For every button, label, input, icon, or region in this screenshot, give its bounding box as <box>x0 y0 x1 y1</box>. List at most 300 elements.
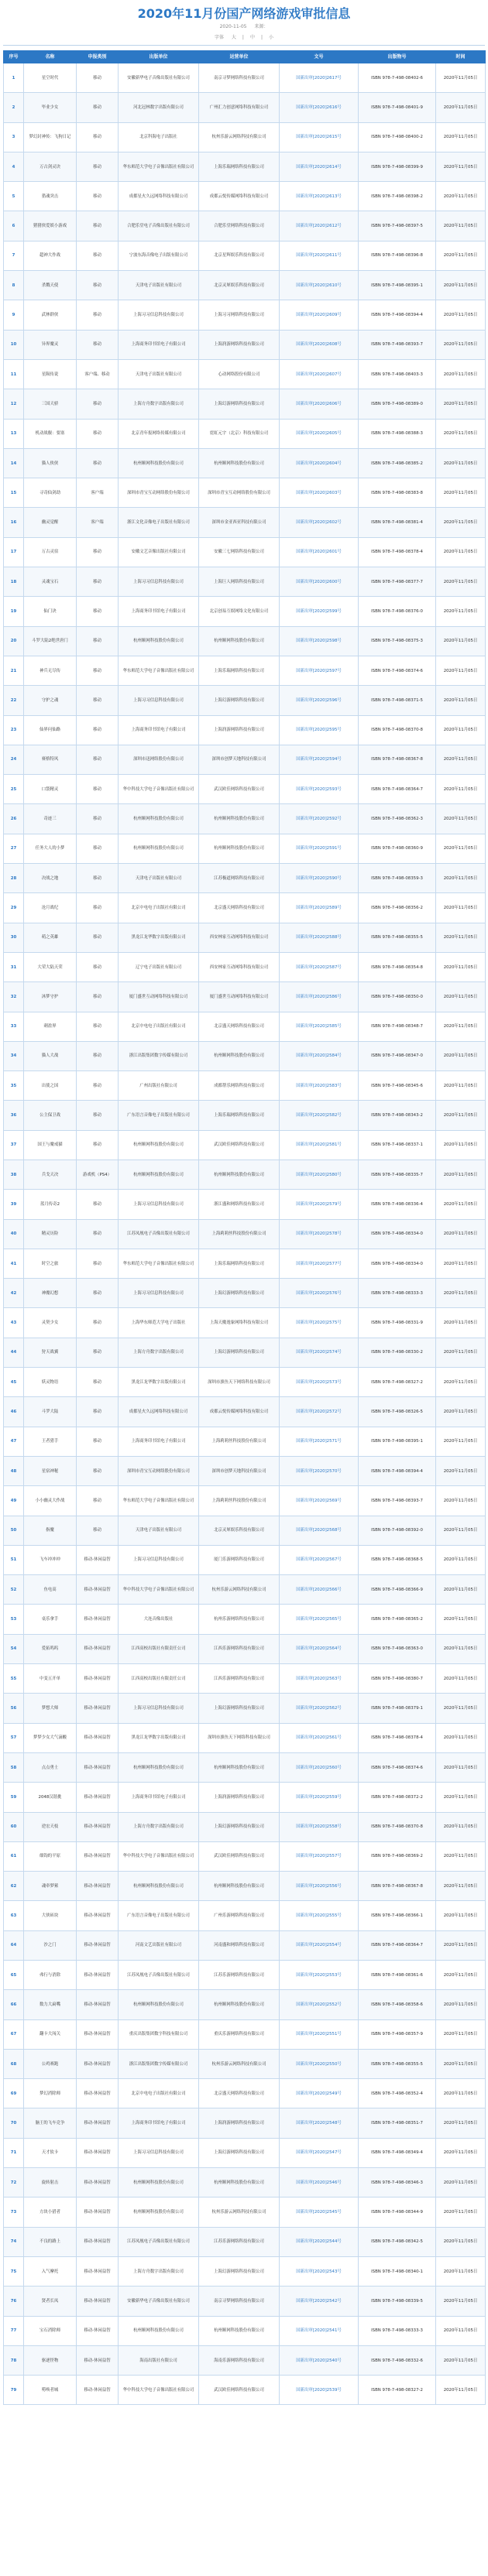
isbn: ISBN 978-7-498-08362-3 <box>359 804 436 834</box>
approval-number[interactable]: 国新出审[2020]2610号 <box>280 271 359 300</box>
operator: 北京创易互娱网络文化有限公司 <box>199 597 280 626</box>
approval-number[interactable]: 国新出审[2020]2567号 <box>280 1545 359 1574</box>
approval-number[interactable]: 国新出审[2020]2543号 <box>280 2256 359 2286</box>
publisher: 上海商务印书馆电子有限公司 <box>119 715 199 745</box>
font-size-switcher: 字体 大 | 中 | 小 <box>214 35 274 40</box>
isbn: ISBN 978-7-498-08396-8 <box>359 241 436 270</box>
table-row <box>4 1694 486 1723</box>
operator: 深圳市创梦天地科技有限公司 <box>199 745 280 774</box>
approval-number[interactable]: 国新出审[2020]2581号 <box>280 1130 359 1160</box>
category: 移动 <box>77 63 119 93</box>
isbn: ISBN 978-7-498-08367-8 <box>359 745 436 774</box>
category: 移动-休闲益智 <box>77 2079 119 2108</box>
approval-number[interactable]: 国新出审[2020]2544号 <box>280 2227 359 2256</box>
isbn: ISBN 978-7-498-08344-9 <box>359 2197 436 2227</box>
row-index: 40 <box>4 1219 24 1249</box>
table-row <box>4 1872 486 1901</box>
approval-date: 2020年11月05日 <box>436 1456 486 1485</box>
approval-number[interactable]: 国新出审[2020]2604号 <box>280 448 359 478</box>
approval-date: 2020年11月05日 <box>436 1812 486 1841</box>
game-name: 数力大扁嘴 <box>24 1990 77 2019</box>
row-index: 31 <box>4 952 24 981</box>
approval-number[interactable]: 国新出审[2020]2550号 <box>280 2049 359 2078</box>
publisher: 杭州顺网科技股份有限公司 <box>119 1160 199 1189</box>
table-row <box>4 1071 486 1101</box>
approval-number[interactable]: 国新出审[2020]2598号 <box>280 626 359 656</box>
table-row <box>4 330 486 359</box>
operator: 上海润游网络科技有限公司 <box>199 2108 280 2138</box>
approval-number[interactable]: 国新出审[2020]2617号 <box>280 63 359 93</box>
isbn: ISBN 978-7-498-08355-5 <box>359 2049 436 2078</box>
operator: 南京寻梦网络科技有限公司 <box>199 2287 280 2316</box>
table-row <box>4 1368 486 1397</box>
approval-number[interactable]: 国新出审[2020]2555号 <box>280 1901 359 1930</box>
approval-number[interactable]: 国新出审[2020]2613号 <box>280 182 359 211</box>
approval-date: 2020年11月05日 <box>436 1338 486 1367</box>
game-name: 方块小猎者 <box>24 2197 77 2227</box>
table-row <box>4 1486 486 1516</box>
publisher: 天津电子出版社有限公司 <box>119 1516 199 1545</box>
approval-number[interactable]: 国新出审[2020]2560号 <box>280 1752 359 1782</box>
approval-number[interactable]: 国新出审[2020]2616号 <box>280 93 359 122</box>
operator: 成都云悦传媒网络科技有限公司 <box>199 1397 280 1427</box>
approval-number[interactable]: 国新出审[2020]2558号 <box>280 1812 359 1841</box>
category: 移动-休闲益智 <box>77 2316 119 2345</box>
category: 移动-休闲益智 <box>77 1575 119 1605</box>
approval-number[interactable]: 国新出审[2020]2575号 <box>280 1308 359 1338</box>
game-name: 三国天骄 <box>24 389 77 419</box>
approval-number[interactable]: 国新出审[2020]2577号 <box>280 1249 359 1278</box>
table-row <box>4 1575 486 1605</box>
row-index: 25 <box>4 775 24 804</box>
approval-number[interactable]: 国新出审[2020]2590号 <box>280 864 359 893</box>
isbn: ISBN 978-7-498-08364-7 <box>359 775 436 804</box>
table-row <box>4 1930 486 1960</box>
row-index: 71 <box>4 2138 24 2167</box>
approval-date: 2020年11月05日 <box>436 419 486 448</box>
game-name: 萌之英雄 <box>24 923 77 952</box>
operator: 上海乐瑞网络科技有限公司 <box>199 152 280 181</box>
approval-date: 2020年11月05日 <box>436 1694 486 1723</box>
table-row <box>4 2049 486 2078</box>
publisher: 上海商务印书馆电子有限公司 <box>119 2108 199 2138</box>
category: 移动-休闲益智 <box>77 1723 119 1752</box>
publisher: 上海方舟数字出版有限公司 <box>119 389 199 419</box>
category: 移动 <box>77 1279 119 1308</box>
row-index: 63 <box>4 1901 24 1930</box>
table-row <box>4 1012 486 1041</box>
operator: 深圳市金亚西亚科技有限公司 <box>199 508 280 537</box>
category: 移动 <box>77 1308 119 1338</box>
isbn: ISBN 978-7-498-08376-0 <box>359 597 436 626</box>
approval-number[interactable]: 国新出审[2020]2601号 <box>280 537 359 567</box>
game-name: 小小幽灵大作战 <box>24 1486 77 1516</box>
game-name: 爱拓呜呜 <box>24 1634 77 1663</box>
row-index: 44 <box>4 1338 24 1367</box>
approval-date: 2020年11月05日 <box>436 2019 486 2049</box>
approval-date: 2020年11月05日 <box>436 1990 486 2019</box>
approval-number[interactable]: 国新出审[2020]2545号 <box>280 2197 359 2227</box>
approval-number[interactable]: 国新出审[2020]2603号 <box>280 478 359 508</box>
publisher: 上海习习信息科技有限公司 <box>119 2138 199 2167</box>
row-index: 41 <box>4 1249 24 1278</box>
col-publisher-header: 出版单位 <box>119 51 199 63</box>
approval-number[interactable]: 国新出审[2020]2546号 <box>280 2168 359 2197</box>
approval-number[interactable]: 国新出审[2020]2542号 <box>280 2287 359 2316</box>
approval-date: 2020年11月05日 <box>436 923 486 952</box>
table-row <box>4 1664 486 1694</box>
row-index: 6 <box>4 211 24 241</box>
isbn: ISBN 978-7-498-08347-0 <box>359 1041 436 1070</box>
publisher: 浙江出版集团数字传媒有限公司 <box>119 2049 199 2078</box>
approval-number[interactable]: 国新出审[2020]2541号 <box>280 2316 359 2345</box>
approval-number[interactable]: 国新出审[2020]2557号 <box>280 1841 359 1871</box>
category: 移动 <box>77 241 119 270</box>
approval-number[interactable]: 国新出审[2020]2596号 <box>280 686 359 715</box>
operator: 杭州顺网科技股份有限公司 <box>199 1160 280 1189</box>
isbn: ISBN 978-7-498-08340-1 <box>359 2256 436 2286</box>
operator: 杭州乐游云网络科技有限公司 <box>199 1575 280 1605</box>
table-row <box>4 1249 486 1278</box>
approval-number[interactable]: 国新出审[2020]2549号 <box>280 2079 359 2108</box>
publisher: 上海习习信息科技有限公司 <box>119 1190 199 1219</box>
publisher: 北京中电电子出版社有限公司 <box>119 1012 199 1041</box>
approval-number[interactable]: 国新出审[2020]2587号 <box>280 952 359 981</box>
publisher: 上海方舟数字出版有限公司 <box>119 2256 199 2286</box>
category: 移动 <box>77 1130 119 1160</box>
approval-number[interactable]: 国新出审[2020]2591号 <box>280 834 359 863</box>
approval-number[interactable]: 国新出审[2020]2589号 <box>280 893 359 923</box>
approval-number[interactable]: 国新出审[2020]2559号 <box>280 1783 359 1812</box>
table-row <box>4 2287 486 2316</box>
approval-number[interactable]: 国新出审[2020]2602号 <box>280 508 359 537</box>
game-name: 鱼电高 <box>24 1575 77 1605</box>
publisher: 大连音像出版社 <box>119 1605 199 1634</box>
game-name: 奇迹三 <box>24 804 77 834</box>
row-index: 48 <box>4 1456 24 1485</box>
game-name: 蓝月传奇2 <box>24 1190 77 1219</box>
operator: 成都云悦传媒网络科技有限公司 <box>199 182 280 211</box>
approval-date: 2020年11月05日 <box>436 1783 486 1812</box>
publisher: 华中科技大学电子音像出版社有限公司 <box>119 775 199 804</box>
approval-number[interactable]: 国新出审[2020]2574号 <box>280 1338 359 1367</box>
row-index: 7 <box>4 241 24 270</box>
approval-date: 2020年11月05日 <box>436 1961 486 1990</box>
approval-number[interactable]: 国新出审[2020]2599号 <box>280 597 359 626</box>
game-name: 沐梦守护 <box>24 982 77 1012</box>
approval-number[interactable]: 国新出审[2020]2547号 <box>280 2138 359 2167</box>
approval-number[interactable]: 国新出审[2020]2548号 <box>280 2108 359 2138</box>
category: 移动 <box>77 1368 119 1397</box>
row-index: 9 <box>4 300 24 330</box>
publisher: 黑龙江龙华数字出版有限公司 <box>119 1723 199 1752</box>
approval-number[interactable]: 国新出审[2020]2612号 <box>280 211 359 241</box>
category: 移动 <box>77 1190 119 1219</box>
row-index: 55 <box>4 1664 24 1694</box>
publisher: 河南文艺出版社有限公司 <box>119 1930 199 1960</box>
approval-number[interactable]: 国新出审[2020]2566号 <box>280 1575 359 1605</box>
category: 移动 <box>77 1427 119 1456</box>
table-row <box>4 1456 486 1485</box>
isbn: ISBN 978-7-498-08365-2 <box>359 1605 436 1634</box>
publisher: 广东语言音像电子出版社有限公司 <box>119 1901 199 1930</box>
game-name: 桌乐拿手 <box>24 1605 77 1634</box>
table-row <box>4 1397 486 1427</box>
category: 移动 <box>77 1397 119 1427</box>
approval-date: 2020年11月05日 <box>436 1545 486 1574</box>
publisher: 深圳市青宝互动网络股份有限公司 <box>119 1456 199 1485</box>
category: 移动-休闲益智 <box>77 2227 119 2256</box>
game-name: 贤者长凤 <box>24 2287 77 2316</box>
publisher: 杭州顺网科技股份有限公司 <box>119 2197 199 2227</box>
approval-number[interactable]: 国新出审[2020]2580号 <box>280 1160 359 1189</box>
publisher: 安徽新华电子音像出版社有限公司 <box>119 2287 199 2316</box>
approval-number[interactable]: 国新出审[2020]2551号 <box>280 2019 359 2049</box>
approval-number[interactable]: 国新出审[2020]2569号 <box>280 1486 359 1516</box>
category: 移动 <box>77 537 119 567</box>
approval-date: 2020年11月05日 <box>436 389 486 419</box>
isbn: ISBN 978-7-498-08360-9 <box>359 834 436 863</box>
approval-date: 2020年11月05日 <box>436 2256 486 2286</box>
approval-date: 2020年11月05日 <box>436 2376 486 2405</box>
publisher: 黑龙江龙华数字出版有限公司 <box>119 1368 199 1397</box>
publisher: 江苏凤凰电子音像出版社有限公司 <box>119 1219 199 1249</box>
approval-number[interactable]: 国新出审[2020]2614号 <box>280 152 359 181</box>
row-index: 56 <box>4 1694 24 1723</box>
game-name: 细钩的平原 <box>24 1841 77 1871</box>
game-name: 狩天战翼 <box>24 1338 77 1367</box>
row-index: 64 <box>4 1930 24 1960</box>
approval-number[interactable]: 国新出审[2020]2583号 <box>280 1071 359 1101</box>
approval-date: 2020年11月05日 <box>436 1279 486 1308</box>
table-row <box>4 1041 486 1070</box>
operator: 江苏极道网络科技有限公司 <box>199 864 280 893</box>
publisher: 华东师范大学电子音像出版社有限公司 <box>119 1249 199 1278</box>
game-name: 时空之旅 <box>24 1249 77 1278</box>
publisher: 天津电子出版社有限公司 <box>119 271 199 300</box>
table-row <box>4 448 486 478</box>
isbn: ISBN 978-7-498-08394-4 <box>359 1456 436 1485</box>
table-row <box>4 2168 486 2197</box>
approval-date: 2020年11月05日 <box>436 1041 486 1070</box>
approval-number[interactable]: 国新出审[2020]2609号 <box>280 300 359 330</box>
approval-number[interactable]: 国新出审[2020]2585号 <box>280 1012 359 1041</box>
category: 移动 <box>77 300 119 330</box>
game-name: 旋转射击 <box>24 2168 77 2197</box>
operator: 心动网络股份有限公司 <box>199 359 280 389</box>
approval-date: 2020年11月05日 <box>436 1575 486 1605</box>
isbn: ISBN 978-7-498-08401-9 <box>359 93 436 122</box>
game-name: 沙之门 <box>24 1930 77 1960</box>
row-index: 21 <box>4 656 24 685</box>
approval-number[interactable]: 国新出审[2020]2611号 <box>280 241 359 270</box>
table-row <box>4 2345 486 2375</box>
game-name: 翻卡大闯关 <box>24 2019 77 2049</box>
approval-number[interactable]: 国新出审[2020]2568号 <box>280 1516 359 1545</box>
approval-date: 2020年11月05日 <box>436 1930 486 1960</box>
approval-number[interactable]: 国新出审[2020]2556号 <box>280 1872 359 1901</box>
approval-number[interactable]: 国新出审[2020]2595号 <box>280 715 359 745</box>
row-index: 30 <box>4 923 24 952</box>
game-name: 弗行与消除 <box>24 1961 77 1990</box>
row-index: 53 <box>4 1605 24 1634</box>
approval-number[interactable]: 国新出审[2020]2586号 <box>280 982 359 1012</box>
approval-number[interactable]: 国新出审[2020]2615号 <box>280 122 359 152</box>
publisher: 上海商务印书馆电子有限公司 <box>119 330 199 359</box>
operator: 上海习习网络科技有限公司 <box>199 300 280 330</box>
approval-date: 2020年11月05日 <box>436 1427 486 1456</box>
category: 移动-休闲益智 <box>77 1901 119 1930</box>
category: 移动 <box>77 715 119 745</box>
game-name: 万古灵宿 <box>24 537 77 567</box>
operator: 海南乐游网络科技有限公司 <box>199 2345 280 2375</box>
category: 移动-休闲益智 <box>77 2197 119 2227</box>
isbn: ISBN 978-7-498-08370-8 <box>359 1812 436 1841</box>
approval-number[interactable]: 国新出审[2020]2570号 <box>280 1456 359 1485</box>
approval-number[interactable]: 国新出审[2020]2582号 <box>280 1101 359 1130</box>
isbn: ISBN 978-7-498-08371-5 <box>359 686 436 715</box>
isbn: ISBN 978-7-498-08403-3 <box>359 359 436 389</box>
publisher: 辽宁电子出版社有限公司 <box>119 952 199 981</box>
approval-number[interactable]: 国新出审[2020]2553号 <box>280 1961 359 1990</box>
row-index: 29 <box>4 893 24 923</box>
category: 移动 <box>77 775 119 804</box>
isbn: ISBN 978-7-498-08337-1 <box>359 1130 436 1160</box>
approval-date: 2020年11月05日 <box>436 359 486 389</box>
operator: 杭州顺网科技股份有限公司 <box>199 834 280 863</box>
approval-number[interactable]: 国新出审[2020]2539号 <box>280 2376 359 2405</box>
approval-number[interactable]: 国新出审[2020]2565号 <box>280 1605 359 1634</box>
category: 移动 <box>77 93 119 122</box>
font-size-small[interactable]: 小 <box>269 35 274 40</box>
operator: 杭州顺网科技股份有限公司 <box>199 626 280 656</box>
publisher: 上海习习信息科技有限公司 <box>119 686 199 715</box>
approval-date: 2020年11月05日 <box>436 597 486 626</box>
game-name: 任务大人的小梦 <box>24 834 77 863</box>
approval-number[interactable]: 国新出审[2020]2576号 <box>280 1279 359 1308</box>
approval-date: 2020年11月05日 <box>436 122 486 152</box>
publisher: 上海习习信息科技有限公司 <box>119 1279 199 1308</box>
row-index: 60 <box>4 1812 24 1841</box>
approval-table <box>3 50 486 2405</box>
approval-number[interactable]: 国新出审[2020]2572号 <box>280 1397 359 1427</box>
category: 移动 <box>77 1516 119 1545</box>
table-row <box>4 508 486 537</box>
approval-number[interactable]: 国新出审[2020]2592号 <box>280 804 359 834</box>
approval-number[interactable]: 国新出审[2020]2561号 <box>280 1723 359 1752</box>
publisher: 河北冠林数字出版有限公司 <box>119 93 199 122</box>
approval-number[interactable]: 国新出审[2020]2606号 <box>280 389 359 419</box>
game-name: 点点勇士 <box>24 1752 77 1782</box>
row-index: 70 <box>4 2108 24 2138</box>
publisher: 上海商务印书馆电子有限公司 <box>119 597 199 626</box>
approval-number[interactable]: 国新出审[2020]2607号 <box>280 359 359 389</box>
table-row <box>4 2316 486 2345</box>
approval-number[interactable]: 国新出审[2020]2571号 <box>280 1427 359 1456</box>
row-index: 5 <box>4 182 24 211</box>
approval-date: 2020年11月05日 <box>436 1071 486 1101</box>
approval-date: 2020年11月05日 <box>436 2197 486 2227</box>
approval-number[interactable]: 国新出审[2020]2597号 <box>280 656 359 685</box>
table-row <box>4 152 486 181</box>
operator: 上海润游网络科技有限公司 <box>199 715 280 745</box>
game-name: 猎魂突击 <box>24 182 77 211</box>
category: 移动-休闲益智 <box>77 2019 119 2049</box>
approval-date: 2020年11月05日 <box>436 2345 486 2375</box>
approval-date: 2020年11月05日 <box>436 1752 486 1782</box>
publisher: 上海习习信息科技有限公司 <box>119 1545 199 1574</box>
operator: 厦门乐游网络科技有限公司 <box>199 1545 280 1574</box>
approval-date: 2020年11月05日 <box>436 1664 486 1694</box>
category: 移动 <box>77 271 119 300</box>
game-name: 大荣大陆天荣 <box>24 952 77 981</box>
game-name: 飞车冲冲冲 <box>24 1545 77 1574</box>
row-index: 3 <box>4 122 24 152</box>
table-row <box>4 2197 486 2227</box>
publisher: 上海商务印书馆电子有限公司 <box>119 1427 199 1456</box>
row-index: 23 <box>4 715 24 745</box>
approval-number[interactable]: 国新出审[2020]2593号 <box>280 775 359 804</box>
operator: 上海巨人网络科技有限公司 <box>199 567 280 597</box>
row-index: 45 <box>4 1368 24 1397</box>
table-header-row <box>4 51 486 63</box>
operator: 北京星辉娱乐科技有限公司 <box>199 241 280 270</box>
row-index: 72 <box>4 2168 24 2197</box>
isbn: ISBN 978-7-498-08339-5 <box>359 2287 436 2316</box>
approval-number[interactable]: 国新出审[2020]2600号 <box>280 567 359 597</box>
table-row <box>4 1990 486 2019</box>
approval-number[interactable]: 国新出审[2020]2594号 <box>280 745 359 774</box>
row-index: 19 <box>4 597 24 626</box>
approval-number[interactable]: 国新出审[2020]2562号 <box>280 1694 359 1723</box>
approval-number[interactable]: 国新出审[2020]2573号 <box>280 1368 359 1397</box>
category: 移动 <box>77 1012 119 1041</box>
publisher: 杭州顺网科技股份有限公司 <box>119 804 199 834</box>
approval-date: 2020年11月05日 <box>436 330 486 359</box>
approval-number[interactable]: 国新出审[2020]2552号 <box>280 1990 359 2019</box>
approval-number[interactable]: 国新出审[2020]2578号 <box>280 1219 359 1249</box>
table-row <box>4 1605 486 1634</box>
approval-number[interactable]: 国新出审[2020]2584号 <box>280 1041 359 1070</box>
approval-number[interactable]: 国新出审[2020]2563号 <box>280 1664 359 1694</box>
approval-number[interactable]: 国新出审[2020]2540号 <box>280 2345 359 2375</box>
publisher: 江西高校出版社有限责任公司 <box>119 1664 199 1694</box>
category: 移动 <box>77 686 119 715</box>
approval-number[interactable]: 国新出审[2020]2588号 <box>280 923 359 952</box>
publisher: 江苏凤凰电子音像出版社有限公司 <box>119 2227 199 2256</box>
table-row <box>4 1516 486 1545</box>
publisher: 广州出版社有限公司 <box>119 1071 199 1101</box>
approval-number[interactable]: 国新出审[2020]2554号 <box>280 1930 359 1960</box>
approval-number[interactable]: 国新出审[2020]2579号 <box>280 1190 359 1219</box>
approval-date: 2020年11月05日 <box>436 1101 486 1130</box>
publisher: 杭州顺网科技股份有限公司 <box>119 1752 199 1782</box>
approval-number[interactable]: 国新出审[2020]2564号 <box>280 1634 359 1663</box>
approval-date: 2020年11月05日 <box>436 775 486 804</box>
font-size-medium[interactable]: 中 <box>249 35 255 40</box>
isbn: ISBN 978-7-498-08398-2 <box>359 182 436 211</box>
publisher: 上海习习信息科技有限公司 <box>119 567 199 597</box>
publisher: 上海商务印书馆电子有限公司 <box>119 1783 199 1812</box>
font-size-large[interactable]: 大 <box>231 35 236 40</box>
approval-number[interactable]: 国新出审[2020]2605号 <box>280 419 359 448</box>
table-row <box>4 1634 486 1663</box>
col-name-header: 名称 <box>24 51 77 63</box>
game-name: 唠唤者城 <box>24 2376 77 2405</box>
operator: 杭州乐游云网络科技有限公司 <box>199 2049 280 2078</box>
operator: 武汉欧佳网络科技有限公司 <box>199 2376 280 2405</box>
approval-number[interactable]: 国新出审[2020]2608号 <box>280 330 359 359</box>
